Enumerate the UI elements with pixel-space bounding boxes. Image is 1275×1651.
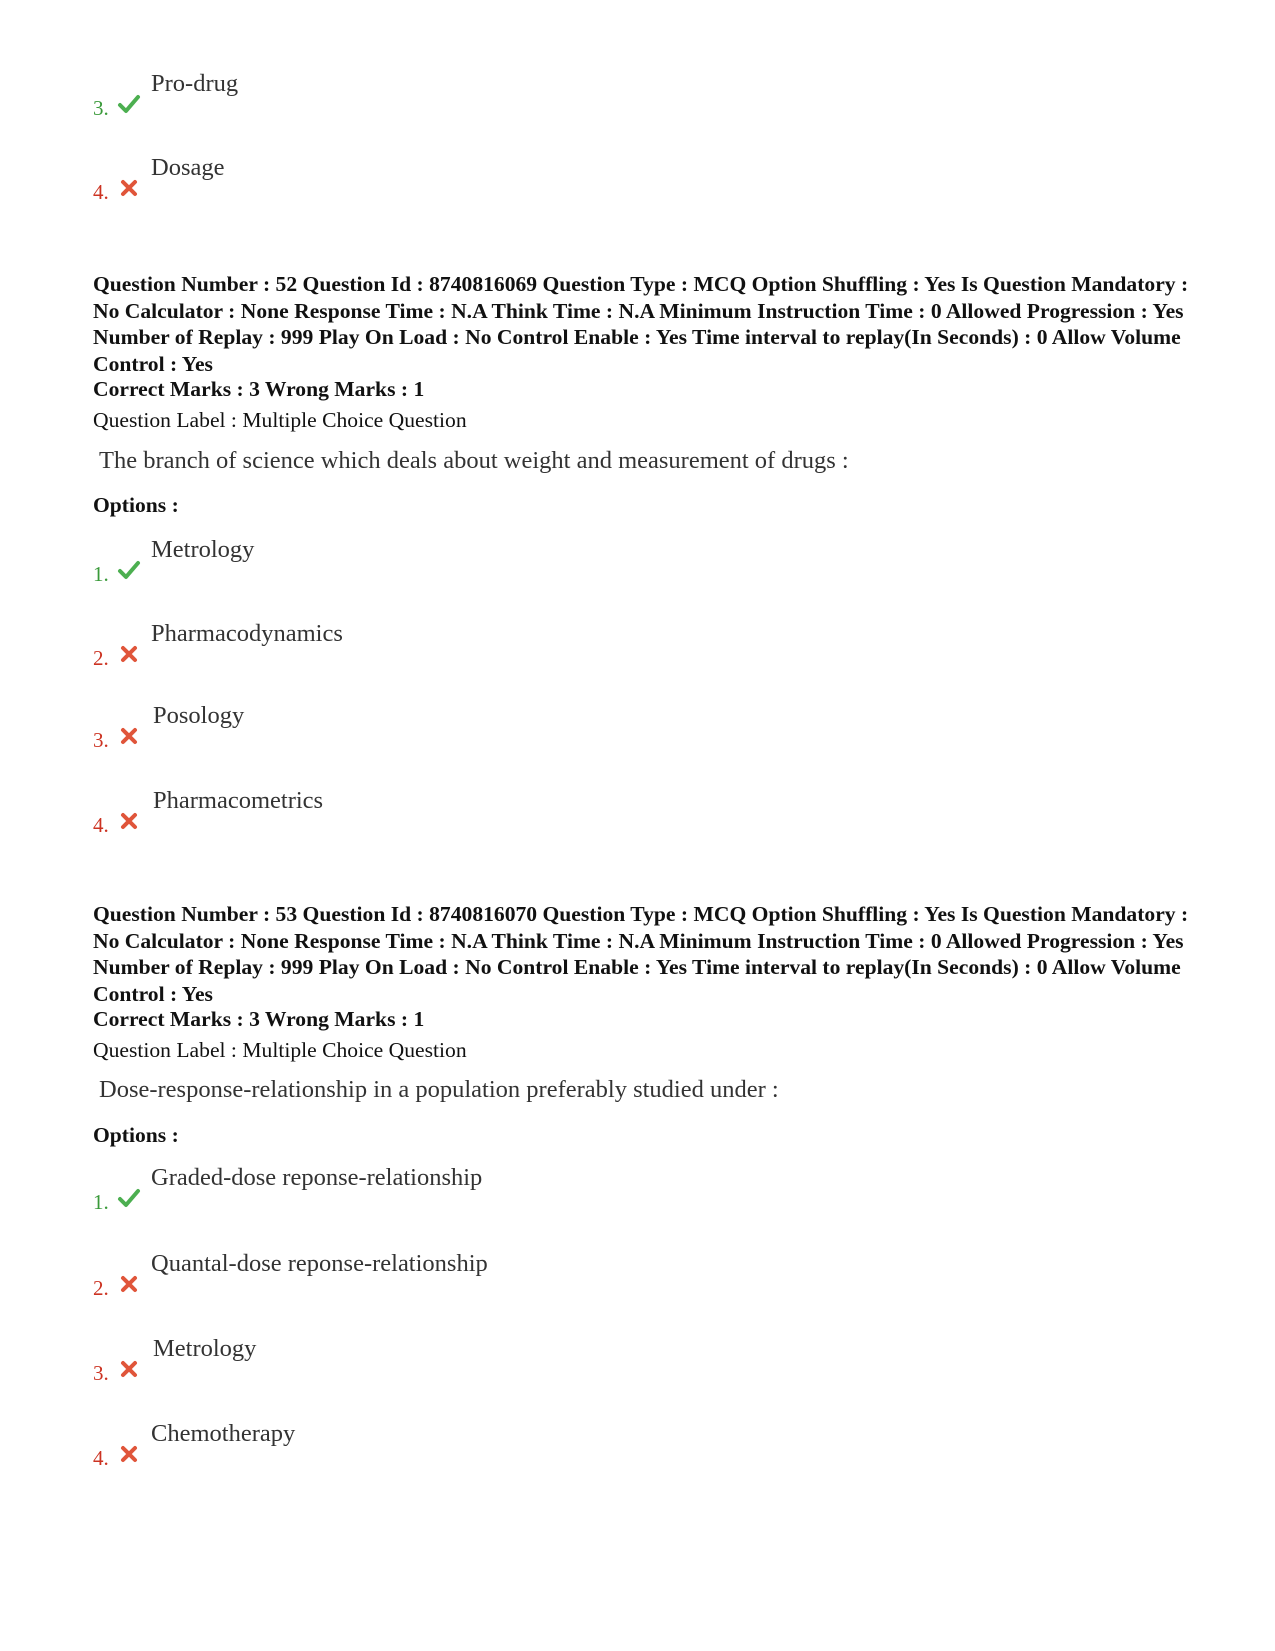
cross-icon [117,724,141,748]
option-number: 1. [93,562,109,586]
question-label: Question Label : Multiple Choice Question [93,408,467,432]
list-item [93,154,893,214]
check-icon [117,92,141,116]
question-text: The branch of science which deals about weight and measurement of drugs : [99,447,849,474]
option-number: 4. [93,813,109,837]
question-marks: Correct Marks : 3 Wrong Marks : 1 [93,1007,425,1031]
list-item [93,1335,893,1395]
option-number: 2. [93,1276,109,1300]
list-item [93,1164,893,1224]
option-number: 2. [93,646,109,670]
option-text: Metrology [151,536,255,563]
option-number: 1. [93,1190,109,1214]
option-text: Pharmacodynamics [151,620,343,647]
list-item [93,536,893,596]
option-text: Graded-dose reponse-relationship [151,1164,483,1191]
list-item [93,1420,893,1480]
option-number: 4. [93,180,109,204]
option-number: 3. [93,728,109,752]
cross-icon [117,176,141,200]
cross-icon [117,1272,141,1296]
option-number: 4. [93,1446,109,1470]
option-text: Posology [153,702,245,729]
cross-icon [117,1442,141,1466]
cross-icon [117,809,141,833]
list-item [93,702,893,762]
question-marks: Correct Marks : 3 Wrong Marks : 1 [93,377,425,401]
option-number: 3. [93,1361,109,1385]
option-text: Dosage [151,154,225,181]
question-text: Dose-response-relationship in a population preferably studied under : [99,1076,779,1103]
option-text: Metrology [153,1335,257,1362]
option-number: 3. [93,96,109,120]
check-icon [117,1186,141,1210]
option-text: Pharmacometrics [153,787,324,814]
list-item [93,620,893,680]
options-heading: Options : [93,493,179,517]
check-icon [117,558,141,582]
option-text: Pro-drug [151,70,239,97]
list-item [93,70,893,130]
question-meta: Question Number : 52 Question Id : 8740816069 Question Type : MCQ Option Shuffling : Yes Is Question Mandatory : No Calculator : None Response Time : N.A Think Time : N.A Minimum Instruction Time : 0 Allowed Progression : Yes Number of Replay : 999 Play On Load : No Control Enable : Yes Time interval to replay(In Seconds) : 0 Allow Volume Control : Yes [93,272,1189,376]
question-meta: Question Number : 53 Question Id : 8740816070 Question Type : MCQ Option Shuffling : Yes Is Question Mandatory : No Calculator : None Response Time : N.A Think Time : N.A Minimum Instruction Time : 0 Allowed Progression : Yes Number of Replay : 999 Play On Load : No Control Enable : Yes Time interval to replay(In Seconds) : 0 Allow Volume Control : Yes [93,902,1189,1006]
option-text: Chemotherapy [151,1420,296,1447]
list-item [93,1250,893,1310]
list-item [93,787,893,847]
option-text: Quantal-dose reponse-relationship [151,1250,488,1277]
options-heading: Options : [93,1123,179,1147]
cross-icon [117,1357,141,1381]
question-label: Question Label : Multiple Choice Question [93,1038,467,1062]
cross-icon [117,642,141,666]
